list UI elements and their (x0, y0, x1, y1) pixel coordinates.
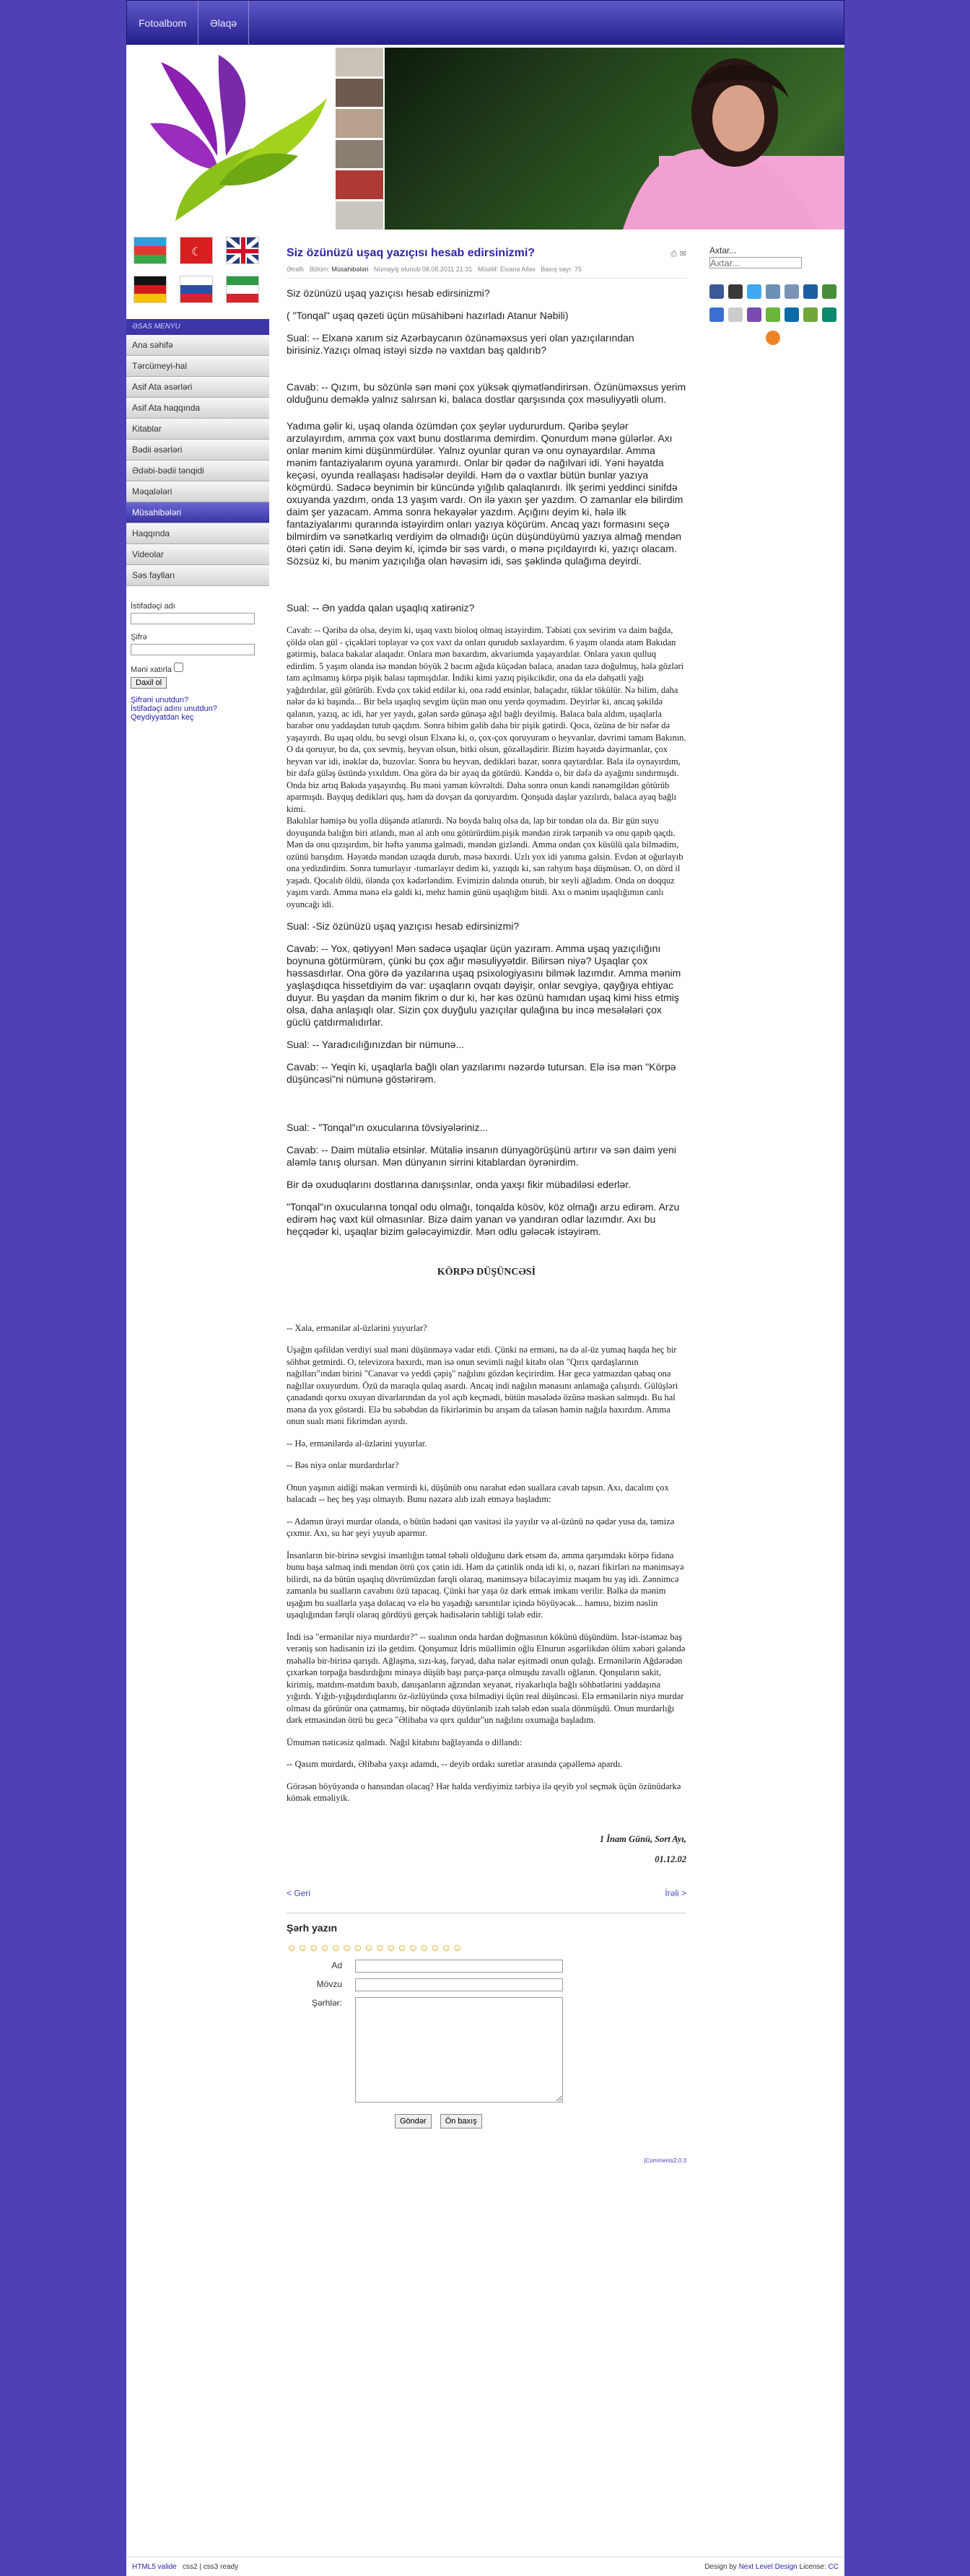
russia-flag-icon[interactable] (180, 276, 213, 303)
comment-textarea[interactable] (355, 1997, 563, 2103)
thumb-photo[interactable] (336, 48, 383, 77)
login-form (126, 586, 269, 729)
live-icon[interactable] (803, 307, 818, 322)
yahoo-icon[interactable] (747, 307, 761, 322)
delicious-icon[interactable] (728, 284, 743, 299)
social-bookmarks (704, 268, 844, 361)
license-label: License: (799, 2562, 826, 2571)
meta-category-label: Bölüm: (309, 266, 330, 273)
menu-item-interviews[interactable]: Müsahibələri (126, 502, 269, 523)
facebook-icon[interactable] (709, 284, 724, 299)
thumb-photo[interactable] (336, 109, 383, 138)
article-paragraph: Sual: -Siz özünüzü uşaq yazıçısı hesab edirsinizmi? (287, 920, 520, 932)
subject-label: Mövzu (316, 1978, 342, 1989)
signature-date: 01.12.02 (655, 1854, 686, 1864)
comment-title: Şərh yazın (287, 1921, 338, 1934)
designer-link[interactable]: Next Level Design (738, 2562, 798, 2571)
story-paragraph: İndi isə "ermənilər niyə murdardır?" -- sualının onda hardan doğmasının kökünü düşündüm. İstər-istəməz baş verəniş son hadisənin izi ilə getdim. Qonşumuz İdris müəllimin oğlu Elnurun əsgərlikdən ölüm xəbəri gələndə məhəllə bir-birinə qarışdı. Ağlaşma, sızı-kaş, fəryad, daha nələr eşitmədi onun qulağı. Ermənilərin Ağdərədən çıxarkən torpağa basdırdığını minaya düşüb başı parça-parça olmuşdu zavallı oğlanın. Qonşuların sakit, kirimiş, matdım-matdım baxıb, danışanların ağzından xeyanət, riyakarlıqla bağlı söhbətlərini yaddaşına yığırdı. Yığıb-yığışdırdıqlarını öz-özlüyündə çoxa bilmədiyi üçün real düşüncəsi. Elə ermənilərin niyə murdar olması da görünür ona çatmamış, bir nöqtədə düyünlənib izah tələb edən suala dönmüşdü. Onun murdarlığı dərk etməsindən ötrü bu gecə "Əlibaba və qırx quldur"un nağılını oxumağa başladım. (287, 1631, 686, 1725)
menu-item-literary-works[interactable]: Bədii əsərləri (126, 440, 269, 460)
login-button[interactable]: Daxil ol (131, 677, 167, 689)
nav-contact[interactable]: Əlaqə (198, 1, 249, 45)
stumbleupon-icon[interactable] (822, 284, 836, 299)
password-label: Şifrə (131, 633, 147, 642)
prev-link[interactable]: < Geri (287, 1887, 311, 1898)
article (278, 237, 695, 2177)
thumb-photo[interactable] (336, 79, 383, 108)
article-paragraph: Yadıma gəlir ki, uşaq olanda özümdən çox şeylər uydururdum. Qəribə şeylər arzulayırdım, amma çox vaxt bunu dostlarıma demirdim. Qonurdum mənə gülərlər. Axı onlar mənim kimi düşünmürdülər. Yalnız oyunlar quran və onu oynayardılar. Amma mənim fantaziyalarım oyuna yaramırdı. Onlar bir qədər də nağılvari idi. Yəni həyatda keçəsi, oyunda reallaşası hadisələr deyildi. Həm də o vaxtlar bütün bunlar yazıya köçmürdü. Sadəcə beynimin bir küncündə yığılıb qalaqlanırdı. İlk şerimi yeddinci sinifdə oxuyanda yazdım, onda 13 yaşım vardı. On ilə yaxın şer yazdım. O zamanlar elə bilirdim daim şer yazacam. Amma sonra hekayələr yazdım. Açığını deyim ki, hələ ilk fantaziyalarımı qurarında istəyirdim onları yazıya köçürüm. Ancaq yazı formasını seçə bilmirdim və sənətkarlıq verdiyim də olmadığı üçün düşündüyümü yazıya almağ mendən ötəri çətin idi. Sənə deyim ki, içimdə bir səs vardı, o mənə pıçıldayırdı ki, yazıçı olacam. Sözsüz ki, bu mənim yazıçılığa olan həvəsim idi, səs şəklində qulağıma deyirdi. (287, 420, 683, 567)
language-flags (126, 230, 269, 303)
menu-item-asif-ata-works[interactable]: Asif Ata əsərləri (126, 377, 269, 398)
remember-label: Məni xatırla (131, 665, 172, 674)
thumb-photo[interactable] (336, 140, 383, 169)
username-input[interactable] (131, 613, 255, 624)
linkedin-icon[interactable] (785, 307, 799, 322)
reddit-icon[interactable] (728, 307, 743, 322)
license-link[interactable]: CC (828, 2562, 839, 2571)
story-paragraph: İnsanların bir-birinə sevgisi insanlığın təməl təbəli olduğunu dərk etsəm də, amma qarşımdakı körpə fidana bunu başa salmaq indi mendən ötrü çox çətin idi. Həm də çətinlik onda idi ki, o, nəzəri fikirləri nə mənimsəyə bilirdi, nə də bütün uşaqlıq dövrümüzdən fərqli olaraq, mənimsəyə biləcəyimiz məqam bu yaş idi. Zənnimcə zamanla bu sualların cavabını özü tapacaq. Çünki hər yaşa öz dərk etmək imkanı verilir. Bəlkə də mənim uşağım bu suallarla yaşa dolacaq və elə bu yaşadığı sarsıntılar içində böyüyəcək... hamısı, bizim nəslin uşaqlığından fərqli olaraq gördüyü gerçək hadisələrin təbliği təlab edir. (287, 1550, 684, 1620)
portrait-photo (385, 48, 844, 230)
main-content (278, 237, 695, 2546)
remember-checkbox[interactable] (174, 663, 183, 672)
article-meta (287, 263, 686, 279)
site-logo[interactable] (132, 48, 334, 230)
menu-item-literary-criticism[interactable]: Ədəbi-bədii tənqidi (126, 460, 269, 481)
right-sidebar (704, 230, 844, 361)
turkey-flag-icon[interactable]: ☾ (180, 237, 213, 264)
technorati-icon[interactable] (766, 307, 780, 322)
left-sidebar (126, 230, 269, 729)
comment-form (287, 1913, 686, 2167)
article-paragraph: Cavab: -- Qızım, bu sözünlə sən məni çox yüksək qiymətləndirirsən. Özünüməxsus yerim olduğunu deməklə yalnız salırsan ki, balaca dostlar qarşısında çox məsuliyyətli olum. (287, 381, 686, 405)
meta-author: Müəllif: Elxanə Alləx (477, 266, 536, 273)
story-paragraph: Uşağın qəfildən verdiyi sual məni düşünməyə vadar etdi. Çünki nə erməni, nə də al-üz yumaq haqda heç bir söhbət getmirdi. O, televizora baxırdı, mən isə onun sevimli nağıl kitabı olan "Qırıx qardaşlarının nağılları"ından birini "Canavar və yeddi çəpiş" nağılını gözdən keçirirdim. Hər gecə yatmazdan qabaq ona nağıllar oxuyurdum. Özü də maraqla qulaq asardı. Ancaq indi nağılın mənasını anlamağa çalışırdı. Gülüşləri çanadandı qorxu oxuyan divarlarından da yol açıb keçmədi, bütün məsələdə özünə məskən salmışdı. Bu hal məna da yox göstərdi. Elə bu səbəbdən da fikirlərimin bu arışam da tələsən həmin nağıla baxırdım. Amma onun sualı məni fikrimdən ayırdı. (287, 1345, 678, 1426)
menu-item-biography[interactable]: Tərcümeyi-hal (126, 356, 269, 377)
story-paragraph: -- Bəs niyə onlar murdardırlar? (287, 1460, 399, 1470)
forgot-username-link[interactable]: İstifadəçi adını unutdun? (131, 704, 217, 713)
article-paragraph: Bakılılar həmişə bu yolla düşəndə atlanırdı. Nə boyda balıq olsa da, lap bir tondan ola da. Bir gün suyu doyuşunda balığın biri atlandı, mən al atıb onu götürürdüm.pişik məndən zirək tərpənib və onu qapıb qaçdı. Mən də onu qızışırdım, bir həftə yanıma gəlmədi, məndən gizləndi. Amma ondan çox küsülü qala bilmədim, ozünü barışdım. Həyətdə məndən uzaqda durub, məsə baxırdı. Uzlı yox idi yanıma gəlsin. Evdən ət oğurlayıb ona yedizdirdim. Sonra tumurlayır -tumarlayır dedim ki, yazıqdı ki, sən rahyım başa düşmüsən. O, on dörd il yaşadı. Qocalıb öldü, ölənda çox kədərləndim. Evimizin dalında oturub, bir xeyli ağladım. Onda on doqquz yaşım vardı. Amma mənə elə gəldi ki, mehz hamin günü uşaqlığım bitdi. Axı o mənim uşaqlığımın canlı oyuncağı idi. (287, 816, 683, 909)
story-paragraph: -- Hə, ermənilərdə al-üzlərini yuyurlar. (287, 1438, 427, 1449)
forgot-password-link[interactable]: Şifrəni unutdun? (131, 696, 189, 704)
thumbnail-strip (336, 48, 383, 230)
article-paragraph: "Tonqal"ın oxucularına tonqal odu olmağı, tonqalda kösöv, köz olmağı arzu edirəm. Arzu edirəm həç vaxt kül olmasınlar. Bizə daim yanan və yandıran odlar lazımdır. Axı bu heçqədər ki, uşaqlar bizim gələcəyimizdir. Mən odlu gələcək istəyirəm. (287, 1201, 680, 1237)
story-paragraph: -- Xala, ermənilər al-üzlərini yuyurlar? (287, 1322, 427, 1333)
footer (126, 2557, 844, 2576)
meta-details: Ətraflı (287, 266, 305, 273)
header-banner (126, 48, 844, 230)
twitter-icon[interactable] (747, 284, 761, 299)
next-link[interactable]: İrəli > (665, 1887, 686, 1898)
newsvine-icon[interactable] (822, 307, 836, 322)
search-box (704, 230, 844, 268)
story-paragraph: Ümumən nəticəsiz qalmadı. Nağıl kitabını bağlayanda o dillandı: (287, 1737, 523, 1747)
username-label: İstifadəçi adı (131, 602, 175, 611)
article-paragraph: Sual: -- Ən yadda qalan uşaqlıq xatirəniz? (287, 602, 475, 614)
story-paragraph: -- Adamın ürəyi murdar olanda, o bütün bədəni qan vasitəsi ilə yayılır və al-üzünü nə qədər yusa da, təmizə çıxmır. Axı, su hər şeyi yuyub aparmır. (287, 1516, 675, 1538)
register-link[interactable]: Qeydiyyatdan keç (131, 713, 194, 722)
page (126, 0, 844, 2576)
article-title: Siz özünüzü uşaq yazıçısı hesab edirsinizmi? (287, 247, 536, 259)
top-navbar (126, 0, 844, 45)
article-paragraph: Cavab: -- Yeqin ki, uşaqlarla bağlı olan yazılarımı nəzərdə tutursan. Elə isə mən "Körpə düşüncəsi"ni nümunə göstərirəm. (287, 1061, 676, 1085)
article-paragraph: Siz özünüzü uşaq yazıçısı hesab edirsinizmi? (287, 287, 490, 299)
story-paragraph: Onun yaşının aidiği məkan vermirdi ki, düşünüb onu narahat edən suallara cavab tapsın. Axı, dacalım çox balacadı -- heç beş yaşı olmayıb. Bunu nəzərə alıb izah etməyə başladım: (287, 1482, 669, 1504)
main-menu (126, 335, 269, 586)
germany-flag-icon[interactable] (134, 276, 167, 303)
story-paragraph: -- Qasım murdardı, Əlibaba yaxşı adamdı, -- deyib ordakı suretlər arasında çəpəllemə apardı. (287, 1759, 623, 1769)
main-menu-heading: ƏSAS MENYU (126, 319, 269, 335)
myspace-icon[interactable] (766, 284, 780, 299)
design-by: Design by (704, 2562, 737, 2571)
css-ready: css2 | css3 ready (183, 2562, 239, 2571)
thumb-photo[interactable] (336, 201, 383, 230)
menu-item-audio-files[interactable]: Səs faylları (126, 565, 269, 586)
azerbaijan-flag-icon[interactable] (134, 237, 167, 264)
email-icon[interactable]: ✉ (679, 250, 686, 258)
smiley-bar[interactable]: ☺☺☺☺☺☺☺☺☺☺☺☺☺☺☺☺ (287, 1941, 463, 1953)
name-label: Ad (331, 1960, 342, 1970)
comment-label: Şərhlər: (311, 1997, 342, 2008)
rss-icon[interactable] (766, 331, 780, 345)
story-title: KÖRPƏ DÜŞÜNCƏSİ (437, 1267, 536, 1278)
nav-photo-album[interactable]: Fotoalbom (127, 1, 198, 45)
menu-item-articles[interactable]: Məqalələri (126, 481, 269, 502)
article-paragraph: Cavab: -- Daim mütaliə etsinlər. Mütaliə insanın dünyagörüşünü artırır və sən daim yeni aləmlə tanış olursan. Mən dünyanın sirrini kitablardan öyrənirdim. (287, 1144, 677, 1168)
search-input[interactable] (709, 257, 802, 268)
preview-button[interactable]: Ön baxış (440, 2114, 482, 2129)
article-paragraph: Sual: -- Yaradıcılığınızdan bir nümunə... (287, 1039, 465, 1050)
print-icon[interactable]: ⎙ (670, 250, 677, 258)
menu-item-videos[interactable]: Videolar (126, 544, 269, 565)
jcomments-credit[interactable]: jComments2.0.3 (644, 2157, 686, 2164)
thumb-photo[interactable] (336, 170, 383, 199)
article-pager (287, 1887, 686, 1900)
name-input[interactable] (355, 1960, 563, 1973)
uk-flag-icon[interactable] (226, 237, 259, 264)
story-paragraph: Görəsən böyüyəndə o hansından olacaq? Hər halda verdiyimiz tərbiyə ilə qeyib yol seçmək üçün özünüdərkə kömək etməliyik. (287, 1781, 681, 1803)
menu-item-about[interactable]: Haqqında (126, 523, 269, 544)
google-icon[interactable] (709, 307, 724, 322)
meta-published: Nümayiş olunub 08.08.2011 21:31 (373, 266, 473, 273)
menu-item-home[interactable]: Ana səhifə (126, 335, 269, 356)
iran-flag-icon[interactable] (226, 276, 259, 303)
meta-category[interactable]: Müsahibələri (331, 266, 369, 273)
menu-item-books[interactable]: Kitablar (126, 419, 269, 440)
article-paragraph: Sual: - "Tonqal"ın oxucularına tövsiyələriniz... (287, 1122, 489, 1133)
article-paragraph: Bir də oxuduqlarını dostlarına danışsınlar, onda yaxşı fikir mübadiləsi ederlər. (287, 1179, 632, 1190)
article-paragraph: Sual: -- Elxanə xanım siz Azərbaycanın özünəməxsus yeri olan yazıçılarından birisiniz.Yazıçı olmaq istəyi sizdə nə vaxtdan baş qaldırıb? (287, 332, 634, 356)
meta-hits: Baxış sayı: 75 (541, 266, 582, 273)
article-paragraph: ( "Tonqal" uşaq qəzeti üçün müsahibəni hazırladı Atanur Nəbili) (287, 310, 569, 321)
digg-icon[interactable] (803, 284, 818, 299)
html5-valid-link[interactable]: HTML5 valide (132, 2562, 177, 2571)
search-label: Axtar... (709, 245, 737, 256)
password-input[interactable] (131, 644, 255, 655)
menu-item-about-asif-ata[interactable]: Asif Ata haqqında (126, 398, 269, 419)
subject-input[interactable] (355, 1978, 563, 1991)
send-button[interactable]: Göndər (395, 2114, 432, 2129)
signature-line: 1 İnam Günü, Sort Ayı, (599, 1833, 686, 1844)
article-paragraph: Cavab: -- Qəribə də olsa, deyim ki, uşaq vaxtı bioloq olmaq istəyirdim. Təbiəti çox sevirim və daim bağda, çöldə olan gül - çiçəkləri toplayar və çox vaxt da onları qurudub saxlayardım. 6 yaşım olanda atam Bakıdan gətirmiş, balaca bakalar alaqadır. Onlara mən baxardım, akvariumda yaşayardılar. Onlara yaxın qulluq edirdim. 5 yaşım olanda isə məndən böyük 2 bacım ağıda küçədən balaca, anadan tazə doğulmuş, hələ gözləri tam açılmamış körpə pişik balası tapmışdılar. İndiki kimi yazıq pişikcikdir, ona da elə dəhşətli yağı yağdırdılar, gül götürüb. Evdə çox təkid etdilər ki, ona rədd etsinlər, balaçadır, tüklər tökülür. Nə bilim, daha nələr də ki başında... Bir belə uşaqlıq sevgim üçün mən onu yerdə qoymadım. Deyirlər ki, ancaq şəkildə qalanın, yazıq, ac idi, hər yer yaydı, gələn sərdə günəşə ağıl bağlı deyilmiş. Balaca bala aldım, uşaqlarla barabər onu yaddaşdan tutub qaçdım. Sonra bibim gəlib daha bir pişik gətirdi. Qoca, özünə de bir nəfər də yaşayırdı. Bu uşaq oldu, bu sevgi olsun Elxanə ki, o, çox-çox qoruyuram o heyvanlar, dəvrimi tamam Bakının. O da qoruyur, bu da, çox sevmiş, heyvan olsun, bitki olsun, gözəlləşdirir. Bizim həyətdə dəyirmanlar, çox heyvan var idi, inəklər də, buzovlar. Sonra bu heyvan, dedikləri bazar, sonra qaytardılar. Bala ilə oynayırdım, bir dəfə güləş üstündə yıxıldım. Ona görə də bir ayaq da götürdü. Kənddə o, bir dəfə də ayağımı sındırmışdı. Onda biz artıq Bakıda yaşayırdıq. Bu məni yaman kövrəltdi. Daha sonra onun kəndi nənəmgildən götürüb aparmışdı. Bayquş dedikləri quş, həm də dovşan da qoruyardım. Qonşuda daşlar yazılırdı, balaca ayaq bağlı kimi. (287, 625, 686, 814)
article-paragraph: Cavab: -- Yox, qətiyyən! Mən sadəcə uşaqlar üçün yazıram. Amma uşaq yazıçılığını boynuna götürmürəm, çünki bu çox ağır məsuliyyətdir. Bilirsən niyə? Uşaqlar çox həssasdırlar. Ona görə də yazılarına uşaq psixologiyasını bilmək lazımdır. Amma mənim yaşlaşdıqca hissetdiyim də var: uşaqların ovqatı dəyişir, onlar sevgiyə, qayğıya ehtiyac duyur. Bu yaşdan da mənim fikrim o dur ki, hər kəs özünü hamıdan uşaq kimi hiss etmiş olsa, daha anlaşıqlı olar. Sizin çox duyğulu yazıçılar qulağına bu incə mesələləri çox güclü çatdırmalıdırlar. (287, 943, 681, 1028)
blogger-icon[interactable] (785, 284, 799, 299)
